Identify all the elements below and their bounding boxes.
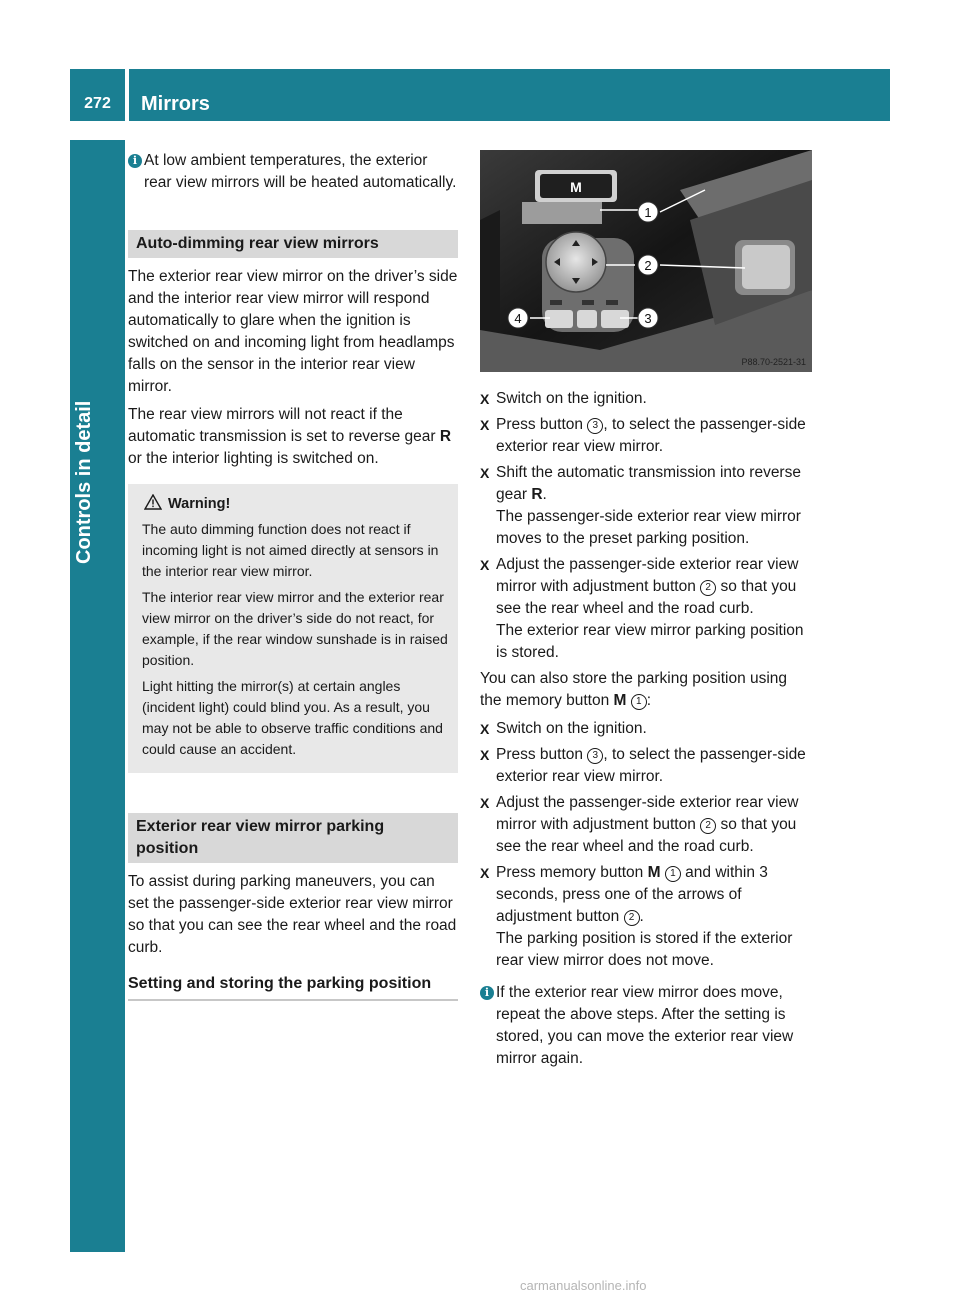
- gear-r: R: [439, 428, 452, 445]
- warning-p2: The interior rear view mirror and the exterior rear view mirror on the driver’s side do not react, for example, if the rear window sunshade is in raised position.: [142, 589, 448, 668]
- info-icon: i: [128, 154, 142, 168]
- step-7: X Adjust the passenger-side exterior rear view mirror with adjustment button 2 so that you see the rear wheel and the road curb.: [480, 794, 799, 855]
- auto-dim-paragraph-1: The exterior rear view mirror on the driver’s side and the interior rear view mirror will respond automatically to glare when the ignition is switched on and incoming light from headlamps falls on the sensor in the interior rear view mirror.: [128, 268, 458, 395]
- info-note: [128, 150, 458, 194]
- parking-heading: Exterior rear view mirror parking position: [128, 813, 458, 863]
- callout-1: 1: [644, 205, 652, 220]
- setting-heading: Setting and storing the parking position: [128, 973, 458, 1001]
- mirror-controls-photo: [480, 150, 812, 372]
- auto-dim-paragraph-2: The rear view mirrors will not react if the automatic transmission is set to reverse gear R or the interior lighting is switched on.: [128, 406, 452, 467]
- info-icon: i: [480, 986, 494, 1000]
- sidebar-label: Controls in detail: [73, 400, 95, 564]
- step-8: X Press memory button M 1 and within 3 seconds, press one of the arrows of adjustment button 2 . The parking position is stored if the exterior rear view mirror does not move.: [480, 864, 793, 969]
- step-1: X Switch on the ignition.: [480, 390, 647, 407]
- info-text: At low ambient temperatures, the exterior rear view mirrors will be heated automatically.: [144, 152, 457, 191]
- section-title: Mirrors: [141, 93, 210, 115]
- step-3: X Shift the automatic transmission into reverse gear R. The passenger-side exterior rear view mirror moves to the preset parking position.: [480, 464, 801, 547]
- warning-box: [128, 484, 458, 773]
- callout-2: 2: [644, 258, 652, 273]
- page-number: 272: [84, 95, 111, 112]
- warning-triangle-icon: [144, 494, 162, 510]
- parking-paragraph: To assist during parking maneuvers, you can set the passenger-side exterior rear view mirror so that you can see the rear wheel and the road curb.: [128, 873, 457, 956]
- warning-heading: Warning!: [142, 494, 448, 515]
- step-2: X Press button 3 , to select the passenger-side exterior rear view mirror.: [480, 416, 806, 455]
- warning-p3: Light hitting the mirror(s) at certain angles (incident light) could blind you. As a result, you may not be able to observe traffic conditions and could cause an accident.: [142, 678, 443, 757]
- mirror-controls-illustration: [480, 150, 812, 372]
- figure-code: P88.70-2521-31: [741, 357, 806, 367]
- auto-dim-heading: Auto-dimming rear view mirrors: [128, 230, 458, 258]
- step-4: X Adjust the passenger-side exterior rear view mirror with adjustment button 2 so that you see the rear wheel and the road curb. The exterior rear view mirror parking position is stored.: [480, 556, 804, 661]
- step-6: X Press button 3 , to select the passenger-side exterior rear view mirror.: [480, 746, 806, 785]
- callout-3: 3: [644, 311, 652, 326]
- left-column: [128, 150, 458, 1001]
- step-5: X Switch on the ignition.: [480, 720, 647, 737]
- m-button-label: M: [570, 179, 582, 195]
- header-divider: [125, 69, 129, 121]
- sidebar-tab: [70, 140, 125, 1252]
- warning-p1: The auto dimming function does not react if incoming light is not aimed directly at sensors in the interior rear view mirror.: [142, 521, 439, 579]
- right-column: [480, 150, 812, 1074]
- watermark: carmanualsonline.info: [520, 1278, 647, 1293]
- info-note-2: i If the exterior rear view mirror does move, repeat the above steps. After the setting is stored, you can move the exterior rear view mirror again.: [480, 982, 812, 1070]
- callout-4: 4: [514, 311, 522, 326]
- memory-paragraph: You can also store the parking position using the memory button M 1 :: [480, 670, 788, 709]
